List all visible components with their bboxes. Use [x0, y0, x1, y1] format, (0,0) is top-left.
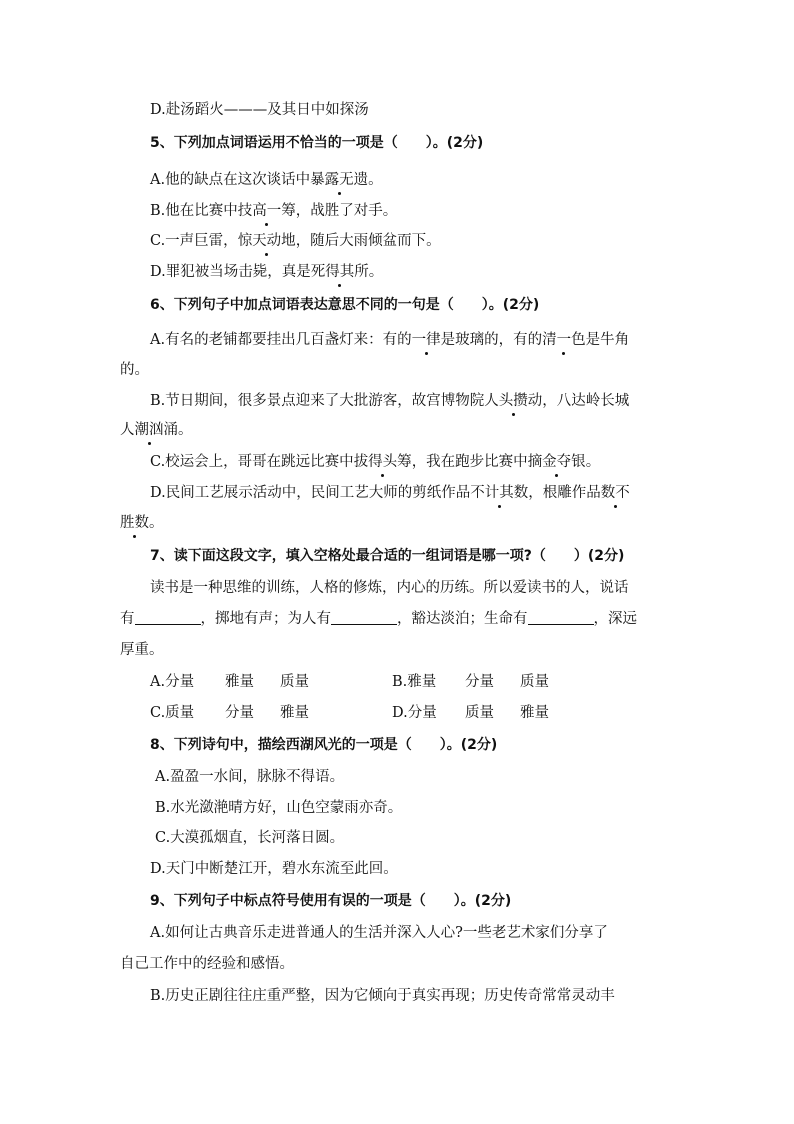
dotted-phrase: 摘金夺银 — [527, 454, 586, 470]
option-text: A.他的缺点在这次谈话中 — [150, 172, 311, 188]
option-text: 是玻璃的，有的 — [440, 332, 543, 348]
q8-option-a: A.盈盈一水间，脉脉不得语。 — [155, 769, 345, 785]
option-text: ，我在跑步比赛中 — [411, 454, 528, 470]
option-text: D.罪犯被当场击毙，真是 — [150, 264, 311, 280]
dotted-phrase: 技高一筹 — [237, 203, 296, 219]
dotted-phrase: 人头攒动 — [484, 393, 543, 409]
q5-option-d — [150, 262, 383, 282]
dotted-phrase: 一律 — [411, 332, 441, 348]
option-text: 。 — [368, 172, 383, 188]
q7-option-d-word1: D.分量 — [392, 705, 437, 721]
q6-stem: 6、下列句子中加点词语表达意思不同的一句是（ ）。(2分) — [150, 297, 540, 313]
option-text: ，随后大雨倾盆而下。 — [295, 233, 441, 249]
dotted-phrase: 不计其数 — [470, 485, 529, 501]
q7-option-c-word1: C.质量 — [150, 705, 195, 721]
option-text: B.节日期间，很多景点迎来了大批游客，故宫博物院 — [150, 393, 485, 409]
q5-stem: 5、下列加点词语运用不恰当的一项是（ ）。(2分) — [150, 135, 484, 151]
dotted-phrase: 胜数 — [120, 515, 149, 531]
fill-blank-1 — [135, 609, 201, 625]
q7-option-d-word3: 雅量 — [520, 705, 549, 721]
q7-passage-line3: 厚重。 — [120, 642, 164, 658]
option-text: ，战胜了对手。 — [295, 203, 398, 219]
option-text: C.一声巨雷， — [150, 233, 238, 249]
fill-blank-3 — [528, 609, 594, 625]
q6-option-b-line1 — [150, 391, 629, 411]
dotted-phrase: 死得其所 — [310, 264, 369, 280]
dotted-phrase: 清一色 — [542, 332, 586, 348]
q7-option-d-word2: 质量 — [465, 705, 494, 721]
passage-text: ，深远 — [593, 611, 637, 627]
q7-passage-line1: 读书是一种思维的训练，人格的修炼，内心的历练。所以爱读书的人，说话 — [150, 580, 629, 596]
q6-option-a-line2: 的。 — [120, 362, 149, 378]
passage-text: ，豁达淡泊；生命有 — [397, 611, 528, 627]
option-text: ，八达岭长城 — [542, 393, 630, 409]
q7-option-c-word2: 分量 — [225, 705, 254, 721]
q8-option-b: B.水光潋滟晴方好，山色空蒙雨亦奇。 — [155, 800, 403, 816]
option-text: 。 — [178, 422, 193, 438]
dotted-phrase: 惊天动地 — [237, 233, 296, 249]
option-text: 。 — [368, 264, 384, 280]
q7-option-b-word3: 质量 — [520, 674, 549, 690]
q7-option-b-word2: 分量 — [465, 674, 494, 690]
dotted-phrase: 数不 — [600, 485, 630, 501]
dotted-phrase: 人潮汹涌 — [120, 422, 178, 438]
option-text: C.校运会上，哥哥在跳远比赛中 — [150, 454, 354, 470]
q9-option-b-line1: B.历史正剧往往庄重严整，因为它倾向于真实再现；历史传奇常常灵动丰 — [150, 988, 615, 1004]
q6-option-c — [150, 452, 600, 472]
option-text: ，根雕作品 — [528, 485, 601, 501]
dotted-phrase: 暴露无遗 — [310, 172, 369, 188]
passage-text: 有 — [120, 611, 135, 627]
q7-passage-line2 — [120, 609, 637, 629]
dotted-phrase: 拔得头筹 — [353, 454, 412, 470]
q6-option-b-line2 — [120, 420, 193, 440]
q8-option-c: C.大漠孤烟直，长河落日圆。 — [155, 830, 345, 846]
q4-option-d: D.赴汤蹈火———及其日中如探汤 — [150, 102, 369, 118]
option-text: 是牛角 — [585, 332, 630, 348]
q7-option-c-word3: 雅量 — [280, 705, 309, 721]
q6-option-a-line1 — [150, 330, 629, 350]
q7-option-b-word1: B.雅量 — [392, 674, 437, 690]
q7-option-a-word3: 质量 — [280, 674, 309, 690]
q5-option-a — [150, 170, 383, 190]
q9-stem: 9、下列句子中标点符号使用有误的一项是（ ）。(2分) — [150, 893, 512, 909]
passage-text: ，掷地有声；为人有 — [200, 611, 331, 627]
q6-option-d-line1 — [150, 483, 630, 503]
q9-option-a-line1: A.如何让古典音乐走进普通人的生活并深入人心?一些老艺术家们分享了 — [150, 925, 608, 941]
q8-stem: 8、下列诗句中，描绘西湖风光的一项是（ ）。(2分) — [150, 737, 498, 753]
q5-option-b — [150, 201, 397, 221]
q7-option-a-word2: 雅量 — [225, 674, 254, 690]
q7-option-a-word1: A.分量 — [150, 674, 195, 690]
q9-option-a-line2: 自己工作中的经验和感悟。 — [120, 956, 294, 972]
option-text: D.民间工艺展示活动中，民间工艺大师的剪纸作品 — [150, 485, 471, 501]
q7-stem: 7、读下面这段文字，填入空格处最合适的一组词语是哪一项?（ ）(2分) — [150, 548, 625, 564]
option-text: 。 — [149, 515, 164, 531]
option-text: A.有名的老铺都要挂出几百盏灯来：有的 — [150, 332, 412, 348]
q8-option-d: D.天门中断楚江开，碧水东流至此回。 — [150, 861, 398, 877]
fill-blank-2 — [331, 609, 397, 625]
option-text: B.他在比赛中 — [150, 203, 238, 219]
option-text: 。 — [585, 454, 601, 470]
q6-option-d-line2 — [120, 513, 164, 533]
q5-option-c — [150, 231, 441, 251]
